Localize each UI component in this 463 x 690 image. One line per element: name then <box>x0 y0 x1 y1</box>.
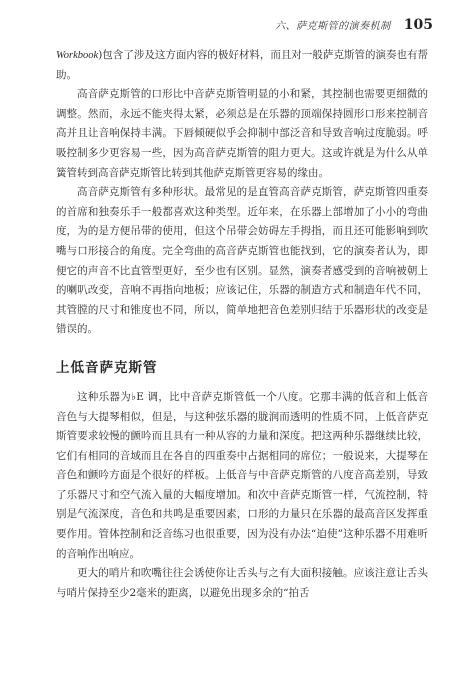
page-body <box>56 46 428 603</box>
paragraph-soprano-shapes: 高音萨克斯管有多种形状。最常见的是直管高音萨克斯管，萨克斯管四重奏的首席和独奏乐手一般都喜欢这种类型。近年来，在乐器上部增加了小小的弯曲度，为的是方便吊带的使用，但这个吊带会妨碍左手拇指，而且还可能影响到吹嘴与口形接合的角度。完全弯曲的高音萨克斯管也能找到，它的演奏者认为，即便它的声音不比直管型更好，至少也有区别。显然，演奏者感受到的音响被朝上的喇叭改变，音响不再指向地板；应该记住，乐器的制造方式和制造年代不同，其管膛的尺寸和锥度也不同，所以，简单地把音色差别归结于乐器形状的改变是错误的。 <box>56 186 428 336</box>
paragraph-baritone-intro: 这种乐器为♭E 调，比中音萨克斯管低一个八度。它那丰满的低音和上低音音色与大提琴相似，但是，与这种弦乐器的胧润而透明的性质不同，上低音萨克斯管要求较慢的颤吟而且具有一种从容的力量和深度。把这两种乐器继续比较，它们有相同的音域而且在各自的四重奏中占据相同的席位；一般说来，大提琴在音色和颤吟方面是个很好的样板。上低音与中音萨克斯管的八度音高差别，导致了乐器尺寸和空气流入量的大幅度增加。和次中音萨克斯管一样，气流控制，特别是气流深度，音色和共鸣是重要因素，口形的力量只在乐器的最高音区发挥重要作用。管体控制和泛音练习也很重要，因为没有办法“迫使”这种乐器不用难听的音响作出响应。 <box>56 390 428 560</box>
paragraph-text: )包含了涉及这方面内容的极好材料，而且对一般萨克斯管的演奏也有帮助。 <box>56 49 428 81</box>
book-title-italic: Workbook <box>56 50 99 61</box>
paragraph-baritone-tongue: 更大的哨片和吹嘴往往会诱使你让舌头与之有大面积接触。应该注意让舌头与哨片保持至少2毫米的距离，以避免出现多余的“拍舌 <box>56 567 428 599</box>
paragraph-soprano-embouchure: 高音萨克斯管的口形比中音萨克斯管明显的小和紧，其控制也需要更细微的调整。然而，永远不能夹得太紧，必须总是在乐器的顶端保持圆形口形来控制音高并且让音响保持丰满。下唇倾硬似乎会抑制中部泛音和导致音响过度脆弱。呼吸控制多少更容易一些，因为高音萨克斯管的阻力更大。这或许就是为什么从单簧管转到高音萨克斯管比转到其他萨克斯管更容易的缘由。 <box>56 88 428 179</box>
running-header <box>60 14 433 36</box>
section-heading: 上低音萨克斯管 <box>56 359 158 376</box>
chapter-title: 六、萨克斯管的演奏机制 <box>275 21 391 32</box>
paragraph-continuation <box>56 46 428 85</box>
page-number: 105 <box>403 16 433 33</box>
